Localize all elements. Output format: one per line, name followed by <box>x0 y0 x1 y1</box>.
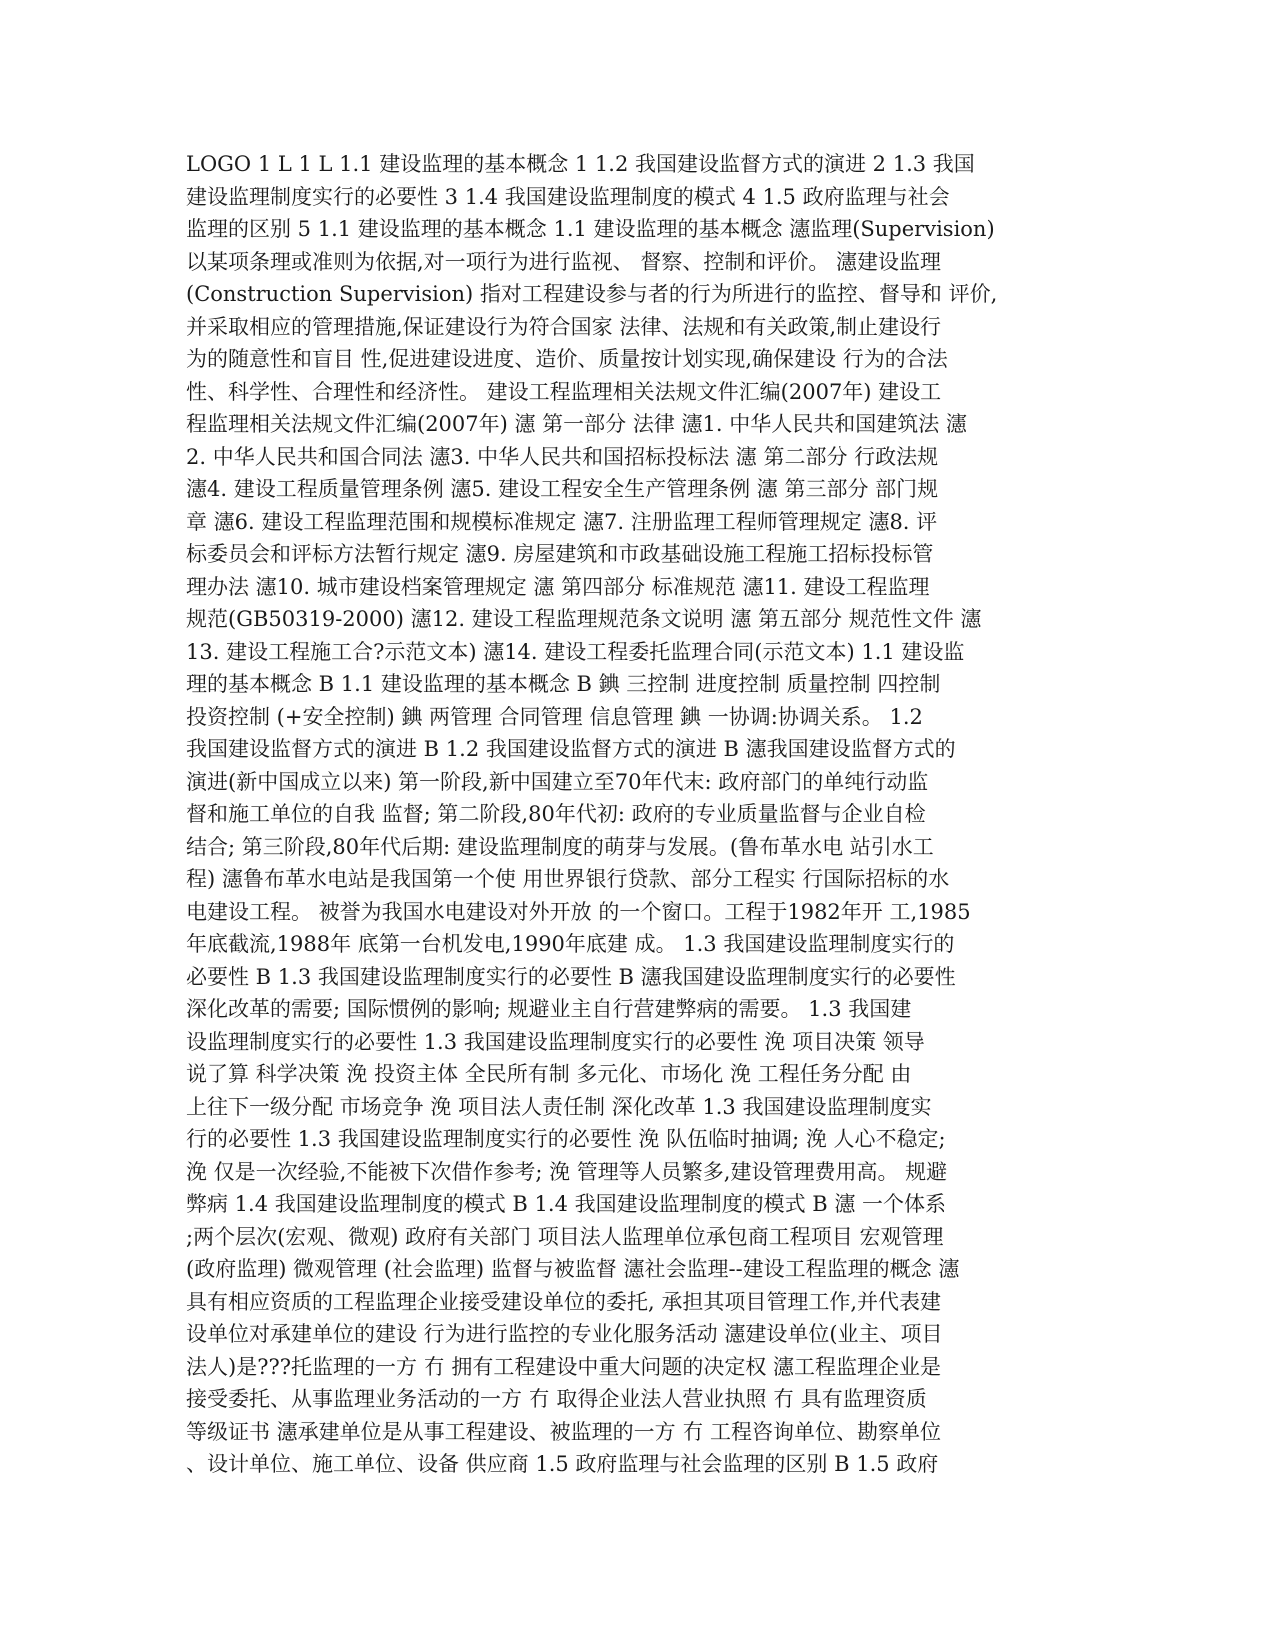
text-line: 行的必要性 1.3 我国建设监理制度实行的必要性 浼 队伍临时抽调; 浼 人心不稳定; <box>186 1127 946 1151</box>
text-line: 设单位对承建单位的建设 行为进行监控的专业化服务活动 瀗建设单位(业主、项目 <box>186 1322 943 1346</box>
text-line: 监理的区别 5 1.1 建设监理的基本概念 1.1 建设监理的基本概念 瀗监理(Supervision) <box>186 217 995 241</box>
text-line: 设监理制度实行的必要性 1.3 我国建设监理制度实行的必要性 浼 项目决策 领导 <box>186 1029 925 1054</box>
text-line: 等级证书 瀗承建单位是从事工程建设、被监理的一方 冇 工程咨询单位、勘察单位 <box>186 1419 942 1444</box>
text-line: 为的随意性和盲目 性,促进建设进度、造价、质量按计划实现,确保建设 行为的合法 <box>186 347 948 371</box>
text-line: (Construction Supervision) 指对工程建设参与者的行为所进行的监控、督导和 评价, <box>186 282 998 306</box>
text-line: 13. 建设工程施工合?示范文本) 瀗14. 建设工程委托监理合同(示范文本) 1.1 建设监 <box>186 639 965 664</box>
text-line: 2. 中华人民共和国合同法 瀗3. 中华人民共和国招标投标法 瀗 第二部分 行政法规 <box>186 444 939 469</box>
text-line: 年底截流,1988年 底第一台机发电,1990年底建 成。 1.3 我国建设监理制度实行的 <box>186 932 955 956</box>
text-line: 弊病 1.4 我国建设监理制度的模式 B 1.4 我国建设监理制度的模式 B 瀗 一个体系 <box>186 1192 947 1216</box>
text-line: 浼 仅是一次经验,不能被下次借作参考; 浼 管理等人员繁多,建设管理费用高。 规避 <box>186 1159 948 1184</box>
text-line: 必要性 B 1.3 我国建设监理制度实行的必要性 B 瀗我国建设监理制度实行的必要性 <box>186 964 956 989</box>
text-line: 结合; 第三阶段,80年代后期: 建设监理制度的萌芽与发展。(鲁布革水电 站引水工 <box>186 834 934 859</box>
text-line: 规范(GB50319-2000) 瀗12. 建设工程监理规范条文说明 瀗 第五部分 规范性文件 瀗 <box>186 607 982 631</box>
text-line: 接受委托、从事监理业务活动的一方 冇 取得企业法人营业执照 冇 具有监理资质 <box>186 1387 927 1411</box>
text-line: 督和施工单位的自我 监督; 第二阶段,80年代初: 政府的专业质量监督与企业自检 <box>186 802 926 826</box>
text-line: LOGO 1 L 1 L 1.1 建设监理的基本概念 1 1.2 我国建设监督方式的演进 2 1.3 我国 <box>186 152 975 176</box>
text-line: 具有相应资质的工程监理企业接受建设单位的委托, 承担其项目管理工作,并代表建 <box>186 1289 942 1314</box>
text-line: 电建设工程。 被誉为我国水电建设对外开放 的一个窗口。工程于1982年开 工,1985 <box>186 899 971 924</box>
text-line: 法人)是???托监理的一方 冇 拥有工程建设中重大问题的决定权 瀗工程监理企业是 <box>186 1354 941 1379</box>
text-line: 程) 瀗鲁布革水电站是我国第一个使 用世界银行贷款、部分工程实 行国际招标的水 <box>186 867 950 891</box>
text-line: 瀗4. 建设工程质量管理条例 瀗5. 建设工程安全生产管理条例 瀗 第三部分 部门规 <box>186 477 939 501</box>
text-line: 投资控制 (+安全控制) 錪 两管理 合同管理 信息管理 錪 一协调:协调关系。 1.2 <box>186 704 923 729</box>
text-line: 、设计单位、施工单位、设备 供应商 1.5 政府监理与社会监理的区别 B 1.5 政府 <box>186 1452 939 1476</box>
text-line: 我国建设监督方式的演进 B 1.2 我国建设监督方式的演进 B 瀗我国建设监督方式的 <box>186 737 956 761</box>
text-line: 章 瀗6. 建设工程监理范围和规模标准规定 瀗7. 注册监理工程师管理规定 瀗8. 评 <box>186 509 938 534</box>
document-body-text <box>186 148 1091 1481</box>
text-line: 说了算 科学决策 浼 投资主体 全民所有制 多元化、市场化 浼 工程任务分配 由 <box>186 1062 912 1086</box>
text-line: 理办法 瀗10. 城市建设档案管理规定 瀗 第四部分 标准规范 瀗11. 建设工程监理 <box>186 574 930 599</box>
text-line: 标委员会和评标方法暂行规定 瀗9. 房屋建筑和市政基础设施工程施工招标投标管 <box>186 542 934 566</box>
text-line: 演进(新中国成立以来) 第一阶段,新中国建立至70年代末: 政府部门的单纯行动监 <box>186 769 929 794</box>
text-line: 性、科学性、合理性和经济性。 建设工程监理相关法规文件汇编(2007年) 建设工 <box>186 379 942 404</box>
text-line: ;两个层次(宏观、微观) 政府有关部门 项目法人监理单位承包商工程项目 宏观管理 <box>186 1224 944 1249</box>
text-line: 并采取相应的管理措施,保证建设行为符合国家 法律、法规和有关政策,制止建设行 <box>186 314 942 339</box>
text-line: (政府监理) 微观管理 (社会监理) 监督与被监督 瀗社会监理--建设工程监理的概念 瀗 <box>186 1257 960 1281</box>
text-line: 建设监理制度实行的必要性 3 1.4 我国建设监理制度的模式 4 1.5 政府监理与社会 <box>186 184 950 209</box>
text-line: 以某项条理或准则为依据,对一项行为进行监视、 督察、控制和评价。 瀗建设监理 <box>186 249 942 274</box>
text-line: 程监理相关法规文件汇编(2007年) 瀗 第一部分 法律 瀗1. 中华人民共和国建筑法 瀗 <box>186 412 967 436</box>
text-line: 理的基本概念 B 1.1 建设监理的基本概念 B 錪 三控制 进度控制 质量控制 四控制 <box>186 672 941 696</box>
text-line: 深化改革的需要; 国际惯例的影响; 规避业主自行营建弊病的需要。 1.3 我国建 <box>186 997 912 1021</box>
text-line: 上往下一级分配 市场竞争 浼 项目法人责任制 深化改革 1.3 我国建设监理制度实 <box>186 1094 932 1119</box>
